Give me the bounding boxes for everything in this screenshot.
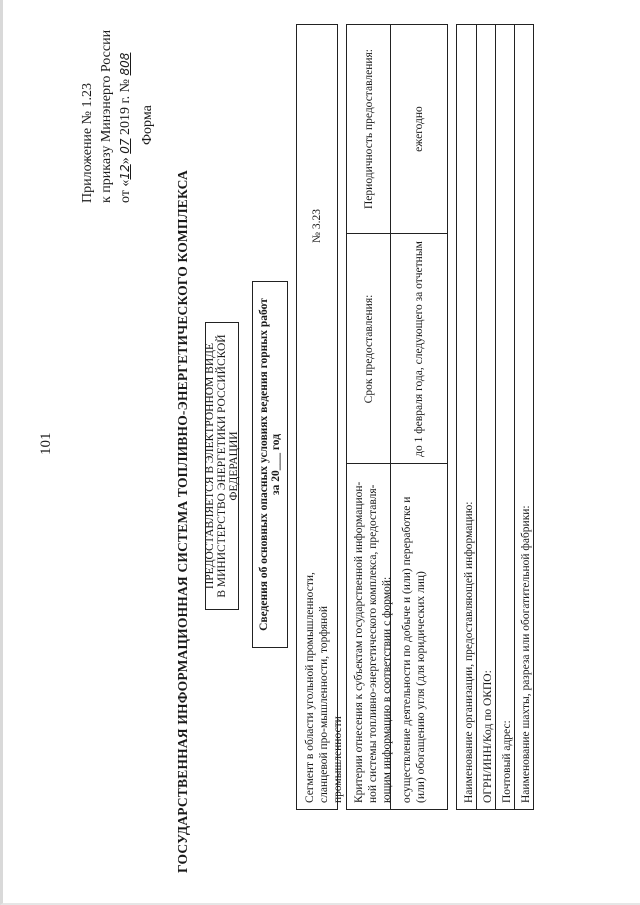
page-number: 101: [38, 432, 54, 455]
appendix-line-1: Приложение № 1.23: [80, 83, 95, 203]
header-deadline: Срок предоставления:: [362, 294, 375, 404]
organization-fields: [456, 24, 534, 810]
field-facility-name[interactable]: Наименование шахты, разреза или обогатительной фабрики:: [520, 505, 532, 803]
document-title: ГОСУДАРСТВЕННАЯ ИНФОРМАЦИОННАЯ СИСТЕМА ТОПЛИВНО-ЭНЕРГЕТИЧЕСКОГО КОМПЛЕКСА: [175, 170, 190, 873]
row-criteria: осуществление деятельности по добыче и (или) переработке и (или) обогащению угля (для юридических лиц): [401, 496, 427, 803]
order-day: 12: [118, 164, 132, 180]
appendix-line-2: к приказу Минэнерго России: [99, 29, 114, 203]
form-label: Форма: [140, 105, 155, 145]
submission-line-1: ПРЕДОСТАВЛЯЕТСЯ В ЭЛЕКТРОННОМ ВИДЕ: [204, 342, 216, 590]
header-criteria: Критерии отнесения к субъектам государственной информацион-ной системы топливно-энергетического комплекса, предоставля-ющим информацию в соответствии с формой:: [353, 481, 393, 803]
field-ogrn-inn-okpo[interactable]: ОГРН/ИНН/Код по ОКПО:: [482, 670, 494, 803]
segment-description: Сегмент в области угольной промышленности, сланцевой про-мышленности, торфяной промышленности: [304, 572, 344, 803]
field-postal-address[interactable]: Почтовый адрес:: [501, 720, 513, 803]
segment-code: № 3.23: [311, 209, 323, 243]
order-month: 07: [118, 138, 132, 154]
report-title: Сведения об основных опасных условиях ведения горных работ: [258, 298, 270, 631]
row-deadline: до 1 февраля года, следующего за отчетным: [412, 241, 425, 457]
report-period: за 20___ год: [270, 433, 282, 496]
submission-line-2: В МИНИСТЕРСТВО ЭНЕРГЕТИКИ РОССИЙСКОЙ ФЕДЕРАЦИИ: [216, 334, 240, 598]
row-periodicity: ежегодно: [412, 106, 425, 152]
order-number: 808: [118, 52, 132, 76]
segment-box: [296, 24, 344, 810]
header-periodicity: Периодичность предоставления:: [362, 49, 375, 209]
appendix-line-3: от «12» 07 2019 г. № 808: [118, 52, 133, 203]
appendix-reference: [78, 30, 135, 203]
criteria-table: [346, 24, 448, 810]
report-title-box: [252, 281, 288, 648]
field-organization-name[interactable]: Наименование организации, предоставляющей информацию:: [463, 501, 475, 803]
submission-notice-box: [205, 322, 239, 610]
